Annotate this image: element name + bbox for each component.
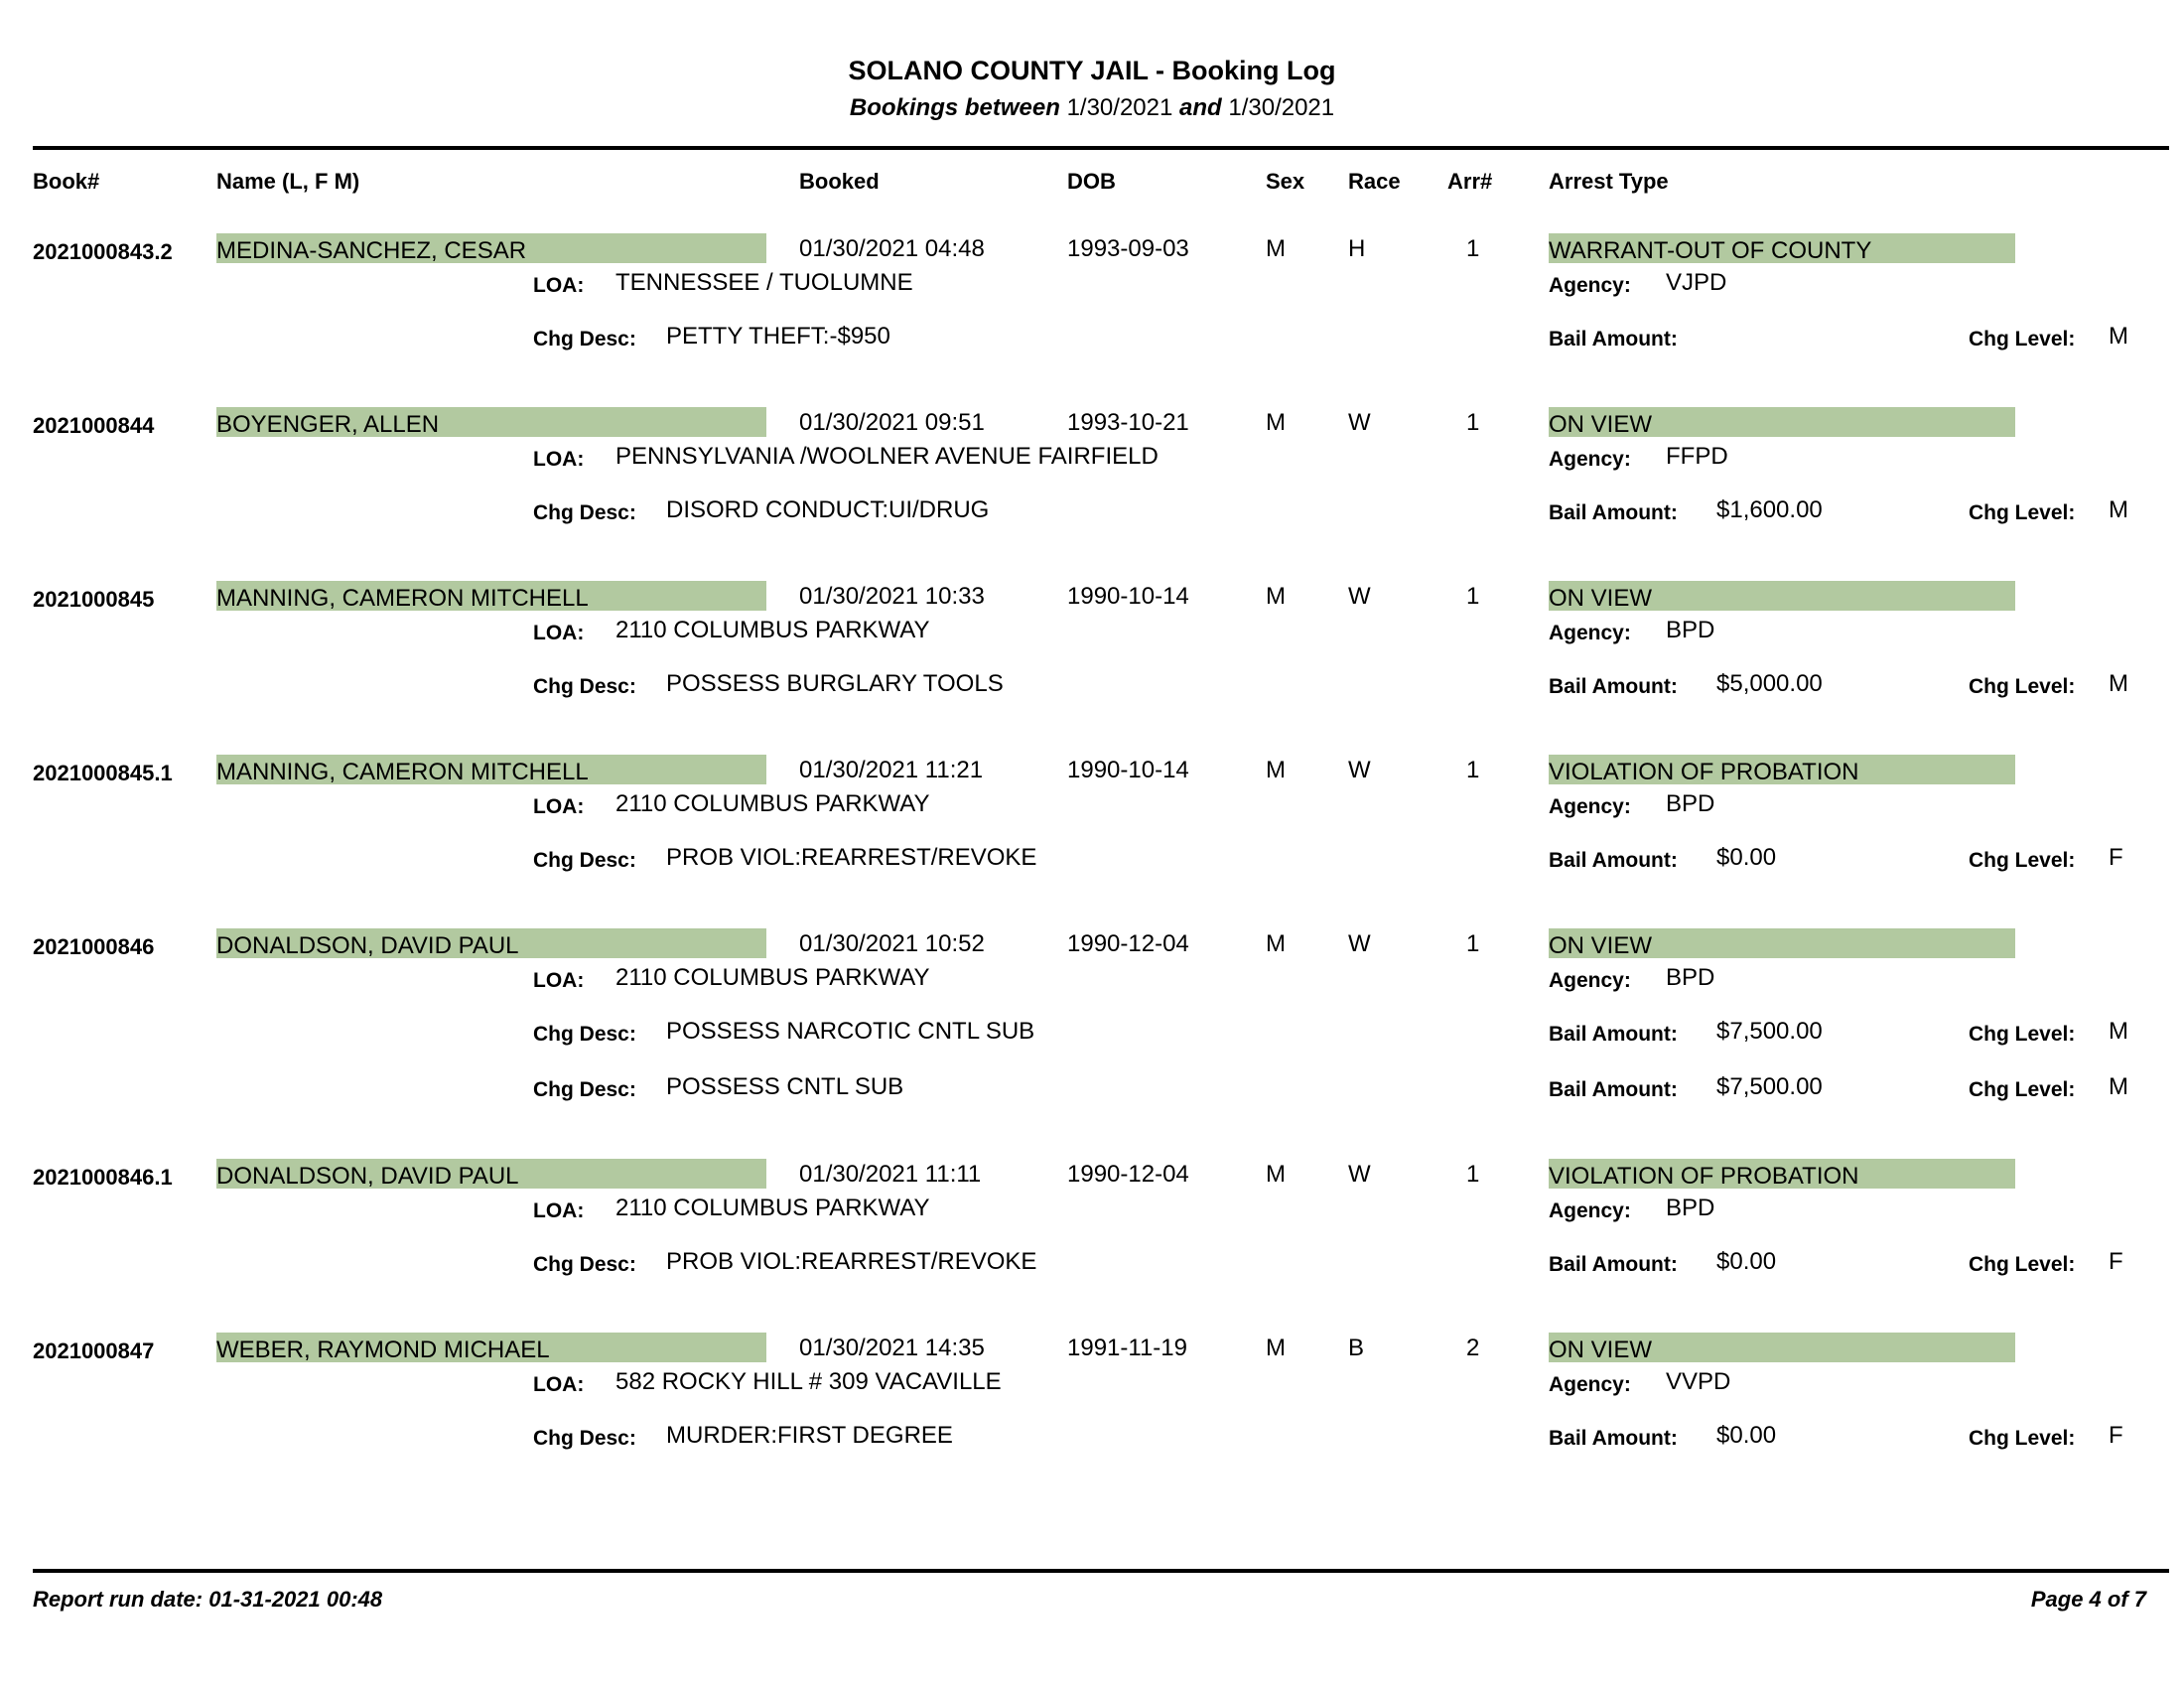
- loa-value: 2110 COLUMBUS PARKWAY: [615, 1195, 930, 1221]
- booked-datetime: 01/30/2021 10:33: [799, 583, 985, 610]
- loa-value: TENNESSEE / TUOLUMNE: [615, 269, 913, 296]
- booked-datetime: 01/30/2021 14:35: [799, 1335, 985, 1361]
- arrest-count: 1: [1466, 409, 1480, 436]
- inmate-name: MANNING, CAMERON MITCHELL: [216, 759, 589, 785]
- sex: M: [1266, 235, 1286, 262]
- dob: 1993-10-21: [1067, 409, 1189, 436]
- agency-label: Agency:: [1549, 448, 1631, 471]
- book-number: 2021000845: [33, 587, 155, 612]
- chg-level-value: F: [2109, 1422, 2123, 1449]
- chg-level-label: Chg Level:: [1969, 328, 2076, 351]
- chg-desc-value: POSSESS BURGLARY TOOLS: [666, 670, 1004, 697]
- arrest-type-highlight: [1549, 755, 2015, 784]
- booked-datetime: 01/30/2021 04:48: [799, 235, 985, 262]
- race: W: [1348, 409, 1371, 436]
- page-number: Page 4 of 7: [2030, 1587, 2146, 1612]
- chg-desc-value: POSSESS NARCOTIC CNTL SUB: [666, 1018, 1035, 1045]
- date-to: 1/30/2021: [1228, 94, 1335, 121]
- race: W: [1348, 930, 1371, 957]
- inmate-name: DONALDSON, DAVID PAUL: [216, 932, 519, 959]
- loa-value: 582 ROCKY HILL # 309 VACAVILLE: [615, 1368, 1002, 1395]
- col-header-race: Race: [1348, 169, 1401, 194]
- arrest-type: VIOLATION OF PROBATION: [1549, 759, 1859, 785]
- col-header-name: Name (L, F M): [216, 169, 360, 194]
- chg-desc-value: POSSESS CNTL SUB: [666, 1073, 904, 1100]
- loa-value: PENNSYLVANIA /WOOLNER AVENUE FAIRFIELD: [615, 443, 1159, 470]
- agency-value: VJPD: [1666, 269, 1727, 296]
- inmate-name: MANNING, CAMERON MITCHELL: [216, 585, 589, 612]
- chg-level-label: Chg Level:: [1969, 1023, 2076, 1046]
- inmate-name: DONALDSON, DAVID PAUL: [216, 1163, 519, 1190]
- bail-amount-value: $0.00: [1716, 844, 1777, 871]
- loa-value: 2110 COLUMBUS PARKWAY: [615, 617, 930, 643]
- chg-level-label: Chg Level:: [1969, 1427, 2076, 1450]
- col-header-book: Book#: [33, 169, 100, 194]
- bail-amount-value: $7,500.00: [1716, 1018, 1823, 1045]
- chg-desc-label: Chg Desc:: [533, 1253, 636, 1276]
- chg-desc-label: Chg Desc:: [533, 1078, 636, 1101]
- bail-amount-label: Bail Amount:: [1549, 849, 1678, 872]
- race: B: [1348, 1335, 1365, 1361]
- arrest-count: 1: [1466, 235, 1480, 262]
- chg-level-value: M: [2109, 1018, 2128, 1045]
- arrest-count: 2: [1466, 1335, 1480, 1361]
- loa-label: LOA:: [533, 448, 585, 471]
- arrest-type-highlight: [1549, 407, 2015, 437]
- arrest-type: VIOLATION OF PROBATION: [1549, 1163, 1859, 1190]
- agency-value: BPD: [1666, 1195, 1715, 1221]
- arrest-type-highlight: [1549, 928, 2015, 958]
- agency-value: FFPD: [1666, 443, 1728, 470]
- bail-amount-value: $0.00: [1716, 1248, 1777, 1275]
- race: W: [1348, 1161, 1371, 1188]
- arrest-type-highlight: [1549, 1159, 2015, 1189]
- inmate-name-highlight: [216, 407, 766, 437]
- inmate-name-highlight: [216, 233, 766, 263]
- col-header-sex: Sex: [1266, 169, 1305, 194]
- arrest-type: ON VIEW: [1549, 585, 1653, 612]
- booked-datetime: 01/30/2021 09:51: [799, 409, 985, 436]
- inmate-name: BOYENGER, ALLEN: [216, 411, 440, 438]
- race: W: [1348, 583, 1371, 610]
- loa-label: LOA:: [533, 1373, 585, 1396]
- book-number: 2021000845.1: [33, 761, 173, 785]
- chg-level-value: F: [2109, 844, 2123, 871]
- chg-desc-label: Chg Desc:: [533, 1023, 636, 1046]
- chg-level-label: Chg Level:: [1969, 501, 2076, 524]
- chg-desc-value: PROB VIOL:REARREST/REVOKE: [666, 844, 1037, 871]
- inmate-name-highlight: [216, 755, 766, 784]
- report-run-date: Report run date: 01-31-2021 00:48: [33, 1587, 383, 1612]
- arrest-type-highlight: [1549, 1333, 2015, 1362]
- sex: M: [1266, 1161, 1286, 1188]
- date-from: 1/30/2021: [1066, 94, 1173, 121]
- loa-label: LOA:: [533, 274, 585, 297]
- chg-desc-value: DISORD CONDUCT:UI/DRUG: [666, 496, 990, 523]
- agency-label: Agency:: [1549, 969, 1631, 992]
- loa-label: LOA:: [533, 622, 585, 644]
- book-number: 2021000846.1: [33, 1165, 173, 1190]
- agency-label: Agency:: [1549, 795, 1631, 818]
- subtitle-prefix: Bookings between: [849, 94, 1060, 121]
- chg-desc-label: Chg Desc:: [533, 675, 636, 698]
- chg-level-label: Chg Level:: [1969, 1078, 2076, 1101]
- report-subtitle: [0, 94, 2184, 122]
- loa-value: 2110 COLUMBUS PARKWAY: [615, 790, 930, 817]
- header-rule: [33, 146, 2169, 150]
- agency-value: BPD: [1666, 617, 1715, 643]
- inmate-name: MEDINA-SANCHEZ, CESAR: [216, 237, 527, 264]
- chg-desc-label: Chg Desc:: [533, 328, 636, 351]
- loa-label: LOA:: [533, 795, 585, 818]
- booked-datetime: 01/30/2021 10:52: [799, 930, 985, 957]
- chg-level-label: Chg Level:: [1969, 675, 2076, 698]
- arrest-type: WARRANT-OUT OF COUNTY: [1549, 237, 1872, 264]
- col-header-arr: Arr#: [1447, 169, 1493, 194]
- bail-amount-value: $5,000.00: [1716, 670, 1823, 697]
- book-number: 2021000843.2: [33, 239, 173, 264]
- loa-value: 2110 COLUMBUS PARKWAY: [615, 964, 930, 991]
- arrest-type-highlight: [1549, 233, 2015, 263]
- book-number: 2021000847: [33, 1338, 155, 1363]
- arrest-count: 1: [1466, 1161, 1480, 1188]
- agency-label: Agency:: [1549, 622, 1631, 644]
- dob: 1991-11-19: [1067, 1335, 1187, 1361]
- sex: M: [1266, 1335, 1286, 1361]
- race: W: [1348, 757, 1371, 783]
- chg-desc-value: PROB VIOL:REARREST/REVOKE: [666, 1248, 1037, 1275]
- chg-desc-value: PETTY THEFT:-$950: [666, 323, 890, 350]
- agency-value: BPD: [1666, 790, 1715, 817]
- arrest-type: ON VIEW: [1549, 1336, 1653, 1363]
- arrest-count: 1: [1466, 757, 1480, 783]
- col-header-booked: Booked: [799, 169, 880, 194]
- inmate-name-highlight: [216, 581, 766, 611]
- bail-amount-label: Bail Amount:: [1549, 1427, 1678, 1450]
- inmate-name-highlight: [216, 1159, 766, 1189]
- chg-level-value: M: [2109, 323, 2128, 350]
- chg-desc-label: Chg Desc:: [533, 501, 636, 524]
- agency-value: BPD: [1666, 964, 1715, 991]
- bail-amount-value: $1,600.00: [1716, 496, 1823, 523]
- chg-level-value: F: [2109, 1248, 2123, 1275]
- bail-amount-label: Bail Amount:: [1549, 1253, 1678, 1276]
- booked-datetime: 01/30/2021 11:11: [799, 1161, 982, 1188]
- bail-amount-value: $0.00: [1716, 1422, 1777, 1449]
- sex: M: [1266, 930, 1286, 957]
- subtitle-and: and: [1179, 94, 1222, 121]
- col-header-arrest-type: Arrest Type: [1549, 169, 1669, 194]
- agency-value: VVPD: [1666, 1368, 1731, 1395]
- book-number: 2021000844: [33, 413, 155, 438]
- book-number: 2021000846: [33, 934, 155, 959]
- agency-label: Agency:: [1549, 1373, 1631, 1396]
- chg-level-label: Chg Level:: [1969, 849, 2076, 872]
- dob: 1990-12-04: [1067, 930, 1189, 957]
- arrest-type: ON VIEW: [1549, 932, 1653, 959]
- bail-amount-value: $7,500.00: [1716, 1073, 1823, 1100]
- chg-level-value: M: [2109, 1073, 2128, 1100]
- chg-desc-label: Chg Desc:: [533, 849, 636, 872]
- arrest-type: ON VIEW: [1549, 411, 1653, 438]
- footer-rule: [33, 1569, 2169, 1573]
- chg-desc-label: Chg Desc:: [533, 1427, 636, 1450]
- bail-amount-label: Bail Amount:: [1549, 1078, 1678, 1101]
- loa-label: LOA:: [533, 1199, 585, 1222]
- bail-amount-label: Bail Amount:: [1549, 501, 1678, 524]
- arrest-count: 1: [1466, 583, 1480, 610]
- sex: M: [1266, 583, 1286, 610]
- arrest-count: 1: [1466, 930, 1480, 957]
- chg-level-label: Chg Level:: [1969, 1253, 2076, 1276]
- bail-amount-label: Bail Amount:: [1549, 328, 1678, 351]
- dob: 1990-12-04: [1067, 1161, 1189, 1188]
- chg-level-value: M: [2109, 496, 2128, 523]
- dob: 1990-10-14: [1067, 757, 1189, 783]
- dob: 1990-10-14: [1067, 583, 1189, 610]
- booked-datetime: 01/30/2021 11:21: [799, 757, 984, 783]
- bail-amount-label: Bail Amount:: [1549, 675, 1678, 698]
- sex: M: [1266, 757, 1286, 783]
- loa-label: LOA:: [533, 969, 585, 992]
- inmate-name-highlight: [216, 1333, 766, 1362]
- inmate-name: WEBER, RAYMOND MICHAEL: [216, 1336, 550, 1363]
- agency-label: Agency:: [1549, 1199, 1631, 1222]
- race: H: [1348, 235, 1366, 262]
- arrest-type-highlight: [1549, 581, 2015, 611]
- bail-amount-label: Bail Amount:: [1549, 1023, 1678, 1046]
- col-header-dob: DOB: [1067, 169, 1116, 194]
- chg-desc-value: MURDER:FIRST DEGREE: [666, 1422, 953, 1449]
- agency-label: Agency:: [1549, 274, 1631, 297]
- inmate-name-highlight: [216, 928, 766, 958]
- report-title: SOLANO COUNTY JAIL - Booking Log: [848, 56, 1336, 85]
- sex: M: [1266, 409, 1286, 436]
- dob: 1993-09-03: [1067, 235, 1189, 262]
- chg-level-value: M: [2109, 670, 2128, 697]
